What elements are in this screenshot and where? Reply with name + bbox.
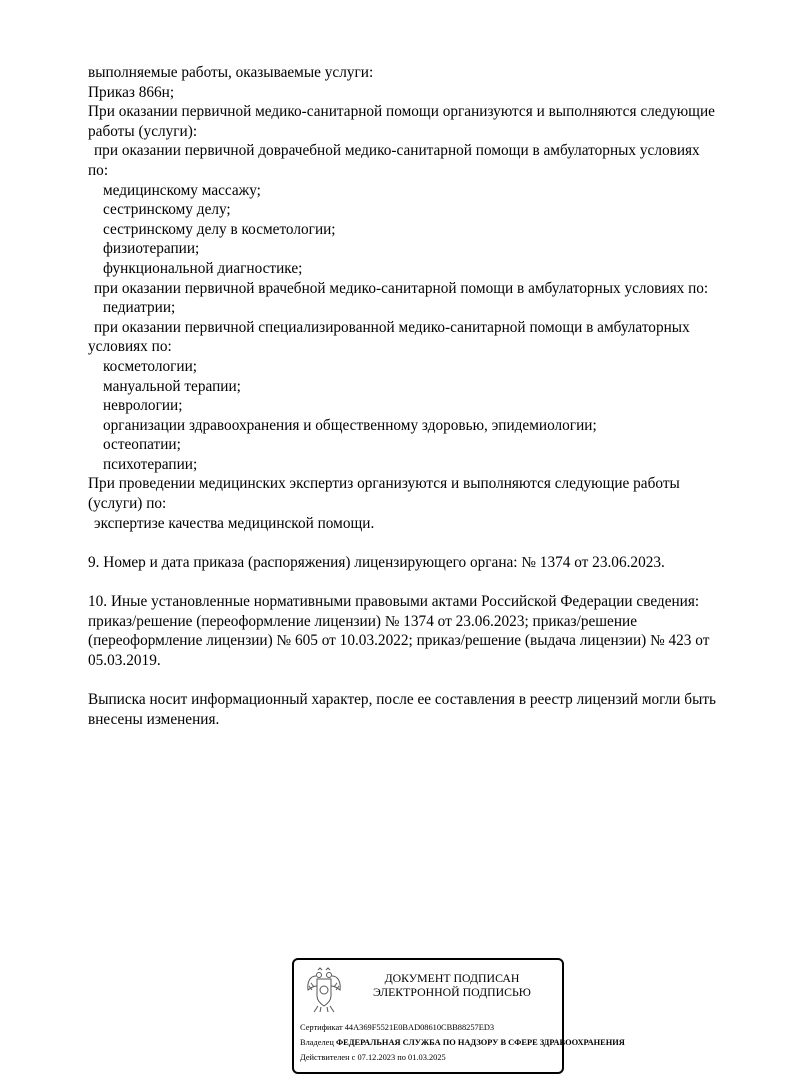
- owner-value: ФЕДЕРАЛЬНАЯ СЛУЖБА ПО НАДЗОРУ В СФЕРЕ ЗДРАВООХРАНЕНИЯ: [335, 1038, 625, 1048]
- text-line: при оказании первичной специализированной медико-санитарной помощи в амбулаторных: [94, 318, 690, 336]
- text-line: по:: [88, 161, 109, 179]
- signature-stamp: [292, 958, 625, 1074]
- list-item: сестринскому делу;: [103, 201, 231, 219]
- text-line: 05.03.2019.: [88, 651, 161, 669]
- text-line: (переоформление лицензии) № 605 от 10.03.2022; приказ/решение (выдача лицензии) № 423 от: [88, 632, 710, 650]
- list-item: косметологии;: [103, 357, 198, 375]
- footer-note: [88, 690, 768, 729]
- text-line: При оказании первичной медико-санитарной помощи организуются и выполняются следующие: [88, 103, 715, 121]
- stamp-title-line: ЭЛЕКТРОННОЙ ПОДПИСЬЮ: [373, 985, 531, 1000]
- owner-label: Владелец: [300, 1038, 334, 1048]
- list-item: экспертизе качества медицинской помощи.: [94, 514, 375, 532]
- stamp-details: [300, 1020, 625, 1066]
- certificate-value: 44A369F5521E0BAD08610CBB88257ED3: [344, 1023, 495, 1032]
- list-item: неврологии;: [103, 397, 183, 415]
- list-item: физиотерапии;: [103, 240, 200, 258]
- text-line: при оказании первичной врачебной медико-санитарной помощи в амбулаторных условиях по:: [94, 279, 709, 297]
- list-item: медицинскому массажу;: [103, 181, 261, 199]
- list-item: педиатрии;: [103, 299, 176, 317]
- stamp-title: [354, 971, 550, 1000]
- list-item: организации здравоохранения и общественному здоровью, эпидемиологии;: [103, 416, 597, 434]
- document-body: [88, 63, 768, 729]
- text-line: Приказ 866н;: [88, 83, 175, 101]
- certificate-line: [300, 1020, 600, 1035]
- text-line: при оказании первичной доврачебной медико-санитарной помощи в амбулаторных условиях: [94, 142, 700, 160]
- certificate-label: Сертификат: [300, 1023, 343, 1032]
- double-headed-eagle-emblem-icon: [304, 966, 344, 1014]
- text-line: приказ/решение (переоформление лицензии) № 1374 от 23.06.2023; приказ/решение: [88, 612, 638, 630]
- list-item: функциональной диагностике;: [103, 259, 303, 277]
- text-line: При проведении медицинских экспертиз организуются и выполняются следующие работы: [88, 475, 680, 493]
- text-line: 10. Иные установленные нормативными правовыми актами Российской Федерации сведения:: [88, 593, 700, 611]
- text-line: внесены изменения.: [88, 710, 220, 728]
- list-item: остеопатии;: [103, 436, 181, 454]
- owner-line: [300, 1035, 625, 1050]
- text-line: выполняемые работы, оказываемые услуги:: [88, 64, 374, 81]
- stamp-title-line: ДОКУМЕНТ ПОДПИСАН: [384, 971, 520, 985]
- list-item: мануальной терапии;: [103, 377, 241, 395]
- text-line: работы (услуги):: [88, 122, 198, 140]
- section-10: [88, 592, 768, 670]
- section-9: 9. Номер и дата приказа (распоряжения) лицензирующего органа: № 1374 от 23.06.2023.: [88, 553, 665, 571]
- text-line: (услуги) по:: [88, 495, 167, 513]
- validity-line: Действителен с 07.12.2023 по 01.03.2025: [300, 1053, 446, 1063]
- list-item: сестринскому делу в косметологии;: [103, 220, 336, 238]
- text-line: условиях по:: [88, 338, 172, 356]
- list-item: психотерапии;: [103, 455, 198, 473]
- text-line: Выписка носит информационный характер, после ее составления в реестр лицензий могли быть: [88, 691, 717, 708]
